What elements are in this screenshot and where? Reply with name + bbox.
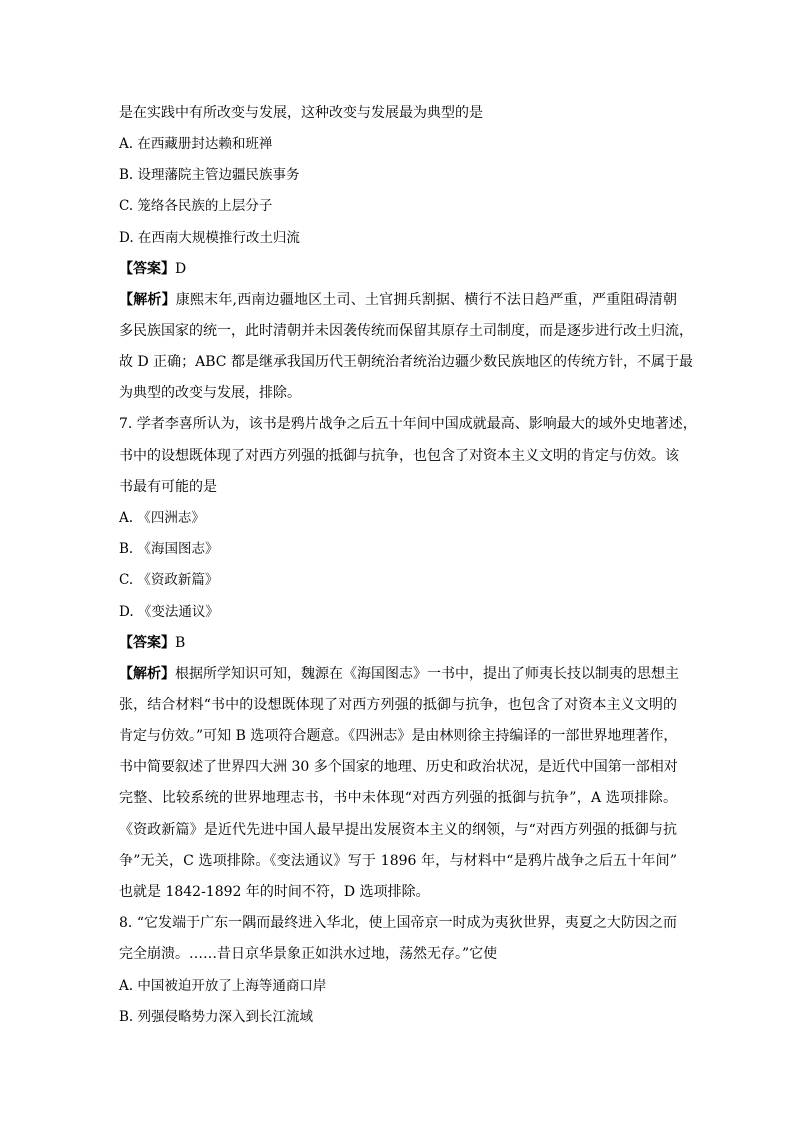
- q7-option-a: A. 《四洲志》: [119, 510, 205, 526]
- question-6-stem-end: 是在实践中有所改变与发展，这种改变与发展最为典型的是: [119, 105, 483, 121]
- answer-label: 【答案】: [119, 635, 175, 651]
- analysis-label: 【解析】: [119, 666, 175, 682]
- q7-analysis-line-5: 完整、比较系统的世界地理志书，书中未体现“对西方列强的抵御与抗争”，A 选项排除。: [119, 790, 677, 806]
- q6-analysis-line-1: [119, 291, 677, 309]
- q6-answer: [119, 260, 186, 278]
- question-8-line-2: 完全崩溃。……昔日京华景象正如洪水过地，荡然无存。”它使: [119, 946, 498, 962]
- q7-analysis-line-7: 争”无关，C 选项排除。《变法通议》写于 1896 年，与材料中“是鸦片战争之后五十年间”: [119, 853, 677, 869]
- q6-option-c: C. 笼络各民族的上层分子: [119, 198, 273, 214]
- q7-analysis-line-8: 也就是 1842-1892 年的时间不符，D 选项排除。: [119, 884, 430, 900]
- q6-analysis-line-3: 故 D 正确；ABC 都是继承我国历代王朝统治者统治边疆少数民族地区的传统方针，不属于最: [119, 354, 693, 370]
- q7-analysis-line-1: [119, 665, 677, 683]
- answer-value: D: [175, 261, 187, 277]
- q6-option-d: D. 在西南大规模推行改土归流: [119, 230, 300, 246]
- q6-analysis-line-4: 为典型的改变与发展，排除。: [119, 385, 301, 401]
- q7-option-d: D. 《变法通议》: [119, 604, 219, 620]
- q8-option-b: B. 列强侵略势力深入到长江流域: [119, 1009, 314, 1025]
- q6-option-a: A. 在西藏册封达赖和班禅: [119, 136, 273, 152]
- q8-option-a: A. 中国被迫开放了上海等通商口岸: [119, 978, 327, 994]
- question-7-line-1: 7. 学者李喜所认为，该书是鸦片战争之后五十年间中国成就最高、影响最大的域外史地著述，: [119, 416, 697, 432]
- q7-analysis-line-6: 《资政新篇》是近代先进中国人最早提出发展资本主义的纲领，与“对西方列强的抵御与抗: [119, 822, 677, 838]
- q7-answer: [119, 634, 185, 652]
- analysis-text: 康熙末年,西南边疆地区土司、土官拥兵割据、横行不法日趋严重，严重阻碍清朝: [175, 292, 678, 308]
- answer-label: 【答案】: [119, 261, 175, 277]
- q7-option-c: C. 《资政新篇》: [119, 572, 219, 588]
- analysis-label: 【解析】: [119, 292, 176, 308]
- question-7-line-2: 书中的设想既体现了对西方列强的抵御与抗争，也包含了对资本主义文明的肯定与仿效。该: [119, 448, 679, 464]
- q6-analysis-line-2: 多民族国家的统一，此时清朝并未因袭传统而保留其原存土司制度，而是逐步进行改土归流，: [119, 323, 693, 339]
- answer-value: B: [175, 635, 186, 651]
- q7-analysis-line-4: 书中简要叙述了世界四大洲 30 多个国家的地理、历史和政治状况，是近代中国第一部相对: [119, 759, 678, 775]
- question-7-line-3: 书最有可能的是: [119, 479, 217, 495]
- question-8-line-1: 8. “它发端于广东一隅而最终进入华北，使上国帝京一时成为夷狄世界，夷夏之大防因之而: [119, 915, 677, 931]
- q7-analysis-line-3: 肯定与仿效。”可知 B 选项符合题意。《四洲志》是由林则徐主持编译的一部世界地理著作，: [119, 728, 678, 744]
- q7-option-b: B. 《海国图志》: [119, 541, 219, 557]
- analysis-text: 根据所学知识可知，魏源在《海国图志》一书中，提出了师夷长技以制夷的思想主: [175, 666, 679, 682]
- q7-analysis-line-2: 张，结合材料“书中的设想既体现了对西方列强的抵御与抗争，也包含了对资本主义文明的: [119, 697, 677, 713]
- q6-option-b: B. 设理藩院主管边疆民族事务: [119, 167, 300, 183]
